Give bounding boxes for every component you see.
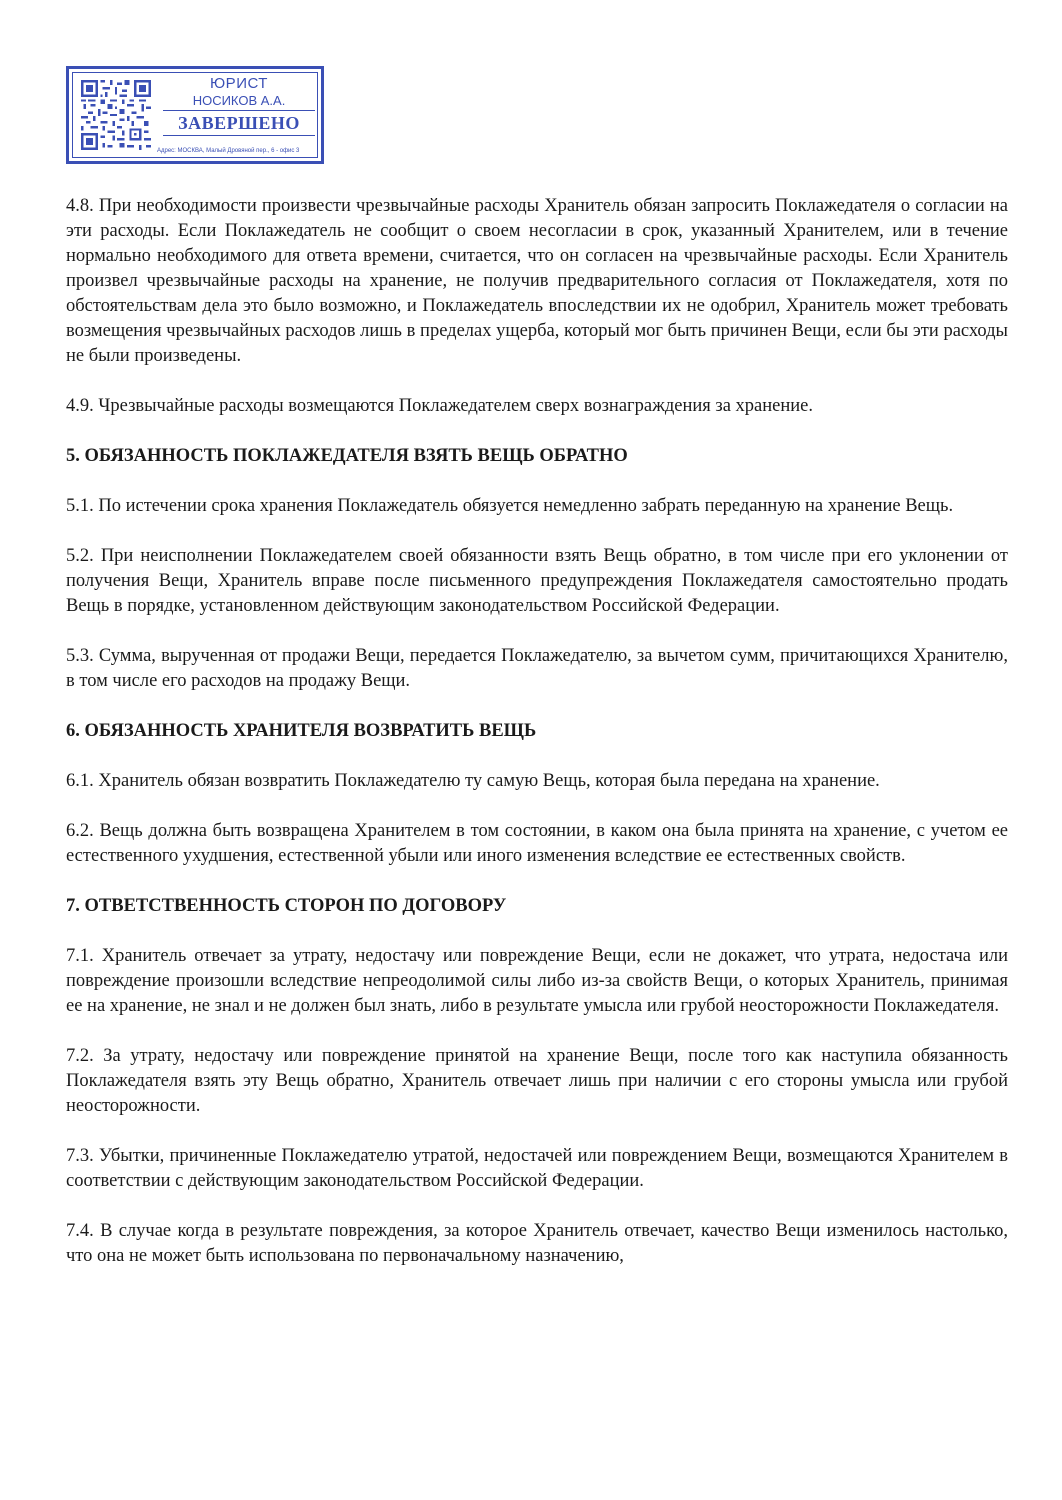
clause-7-1: 7.1. Хранитель отвечает за утрату, недостачу или повреждение Вещи, если не докажет, что утрата, недостача или повреждение произошли вследствие непреодолимой силы либо из-за свойств Вещи, о которых Хранитель, принимая ее на хранение, не знал и не должен был знать, либо в результате умысла или грубой неосторожности Поклажедателя.: [66, 946, 1008, 1016]
clause-7-4: 7.4. В случае когда в результате повреждения, за которое Хранитель отвечает, качество Вещи изменилось настолько, что она не может быть использована по первоначальному назначению,: [66, 1221, 1008, 1266]
stamp-inner-frame: [72, 72, 318, 158]
stamp-status: ЗАВЕРШЕНО: [163, 111, 315, 136]
clause-4-8: 4.8. При необходимости произвести чрезвычайные расходы Хранитель обязан запросить Поклажедателя о согласии на эти расходы. Если Поклажедатель не сообщит о своем несогласии в срок, указанный Хранителем, или в течение нормально необходимого для ответа времени, считается, что он согласен на чрезвычайные расходы. Если Хранитель произвел чрезвычайные расходы на хранение, не получив предварительного согласия от Поклажедателя, хотя по обстоятельствам дела это было возможно, и Поклажедатель впоследствии их не одобрил, Хранитель может требовать возмещения чрезвычайных расходов лишь в пределах ущерба, который мог быть причинен Вещи, если бы эти расходы не были произведены.: [66, 196, 1008, 366]
clause-5-3: 5.3. Сумма, вырученная от продажи Вещи, передается Поклажедателю, за вычетом сумм, причитающихся Хранителю, в том числе его расходов на продажу Вещи.: [66, 646, 1008, 691]
section-6-heading: 6. ОБЯЗАННОСТЬ ХРАНИТЕЛЯ ВОЗВРАТИТЬ ВЕЩЬ: [66, 721, 537, 741]
qr-code-icon: [81, 80, 151, 150]
section-5-heading: 5. ОБЯЗАННОСТЬ ПОКЛАЖЕДАТЕЛЯ ВЗЯТЬ ВЕЩЬ ОБРАТНО: [66, 446, 628, 466]
clause-5-1: 5.1. По истечении срока хранения Поклажедатель обязуется немедленно забрать переданную на хранение Вещь.: [66, 496, 954, 516]
stamp-address: Адрес: МОСКВА, Малый Дровяной пер., 6 - офис 3: [157, 148, 300, 154]
clause-7-2: 7.2. За утрату, недостачу или повреждение принятой на хранение Вещи, после того как наступила обязанность Поклажедателя взять эту Вещь обратно, Хранитель отвечает лишь при наличии с его стороны умысла или грубой неосторожности.: [66, 1046, 1008, 1116]
stamp-title: ЮРИСТ: [210, 75, 268, 92]
clause-7-3: 7.3. Убытки, причиненные Поклажедателю утратой, недостачей или повреждением Вещи, возмещаются Хранителем в соответствии с действующим законодательством Российской Федерации.: [66, 1146, 1008, 1191]
clause-5-2: 5.2. При неисполнении Поклажедателем своей обязанности взять Вещь обратно, в том числе при его уклонении от получения Вещи, Хранитель вправе после письменного предупреждения Поклажедателя самостоятельно продать Вещь в порядке, установленном действующим законодательством Российской Федерации.: [66, 546, 1008, 616]
clause-4-9: 4.9. Чрезвычайные расходы возмещаются Поклажедателем сверх вознаграждения за хранение.: [66, 396, 814, 416]
section-7-heading: 7. ОТВЕТСТВЕННОСТЬ СТОРОН ПО ДОГОВОРУ: [66, 896, 507, 916]
stamp-text-block: [159, 75, 319, 136]
stamp-name: НОСИКОВ А.А.: [163, 93, 315, 111]
lawyer-stamp: [66, 66, 324, 164]
clause-6-1: 6.1. Хранитель обязан возвратить Поклажедателю ту самую Вещь, которая была передана на хранение.: [66, 771, 880, 791]
clause-6-2: 6.2. Вещь должна быть возвращена Хранителем в том состоянии, в каком она была принята на хранение, с учетом ее естественного ухудшения, естественной убыли или иного изменения вследствие ее естественных свойств.: [66, 821, 1008, 866]
document-body: [66, 194, 1008, 1269]
